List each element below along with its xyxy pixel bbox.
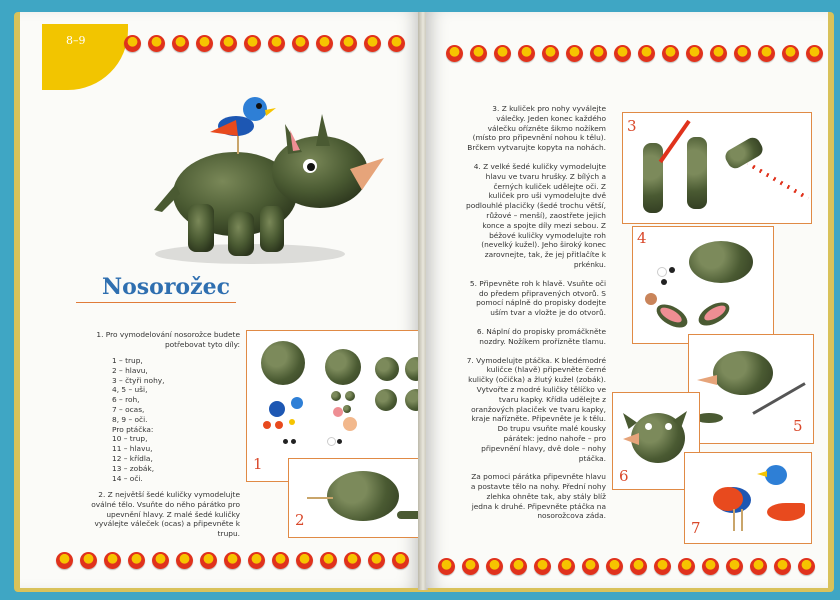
open-book <box>14 12 834 592</box>
figure-3-legs <box>622 112 812 224</box>
step7-text: 7. Vymodelujte ptáčka. K bledémodré kuličce (hlavě) připevněte černé kuličky (očička) a žlutý kužel (zobák). Vytvořte z modré kuličky tělíčko ve tvaru kapky. Křídla udělejte z oranžových placiček ve tvaru kapky, kraje nařízněte. Připevněte je k tělu. Do trupu vsuňte malé kousky párátek: jedno nahoře – pro připevnění hlavy, dvě dole – nohy ptáčka. <box>466 355 606 463</box>
figure-7-bird <box>684 452 812 544</box>
parts-list-item: 4, 5 – uši, <box>112 385 148 395</box>
left-text-column <box>90 330 240 359</box>
title-underline <box>76 302 236 303</box>
parts-list-item: Pro ptáčka: <box>112 424 154 434</box>
final-text: Za pomoci párátka připevněte hlavu a postavte tělo na nohy. Přední nohy zlehka ohněte tak, aby stály blíž jedna k druhé. Připevněte ptáčka na nosorožcova záda. <box>470 472 606 521</box>
left-page <box>20 12 420 588</box>
right-page <box>426 12 828 588</box>
parts-list-item: 3 – čtyři nohy, <box>112 375 165 385</box>
parts-list-item: 2 – hlavu, <box>112 365 148 375</box>
figure-1-number: 1 <box>253 455 263 473</box>
intro-text: 1. Pro vymodelování nosorožce budete potřebovat tyto díly: <box>96 330 240 349</box>
figure-5-number: 5 <box>793 417 803 435</box>
step4-text: 4. Z velké šedé kuličky vymodelujte hlavu ve tvaru hrušky. Z bílých a černých kuliček udělejte oči. Z kuliček pro uši vymodelujte dvě podlouhlé placičky (šedé trochu větší, růžové – menší), zaostřete jejich konce a spojte díly mezi sebou. Z béžové kuličky vymodelujte roh (nevelký kužel). Jeho široký konec zarovnejte, tak, že jej přitlačíte k prkénku. <box>466 161 607 269</box>
page-title: Nosorožec <box>102 274 230 300</box>
rhino-illustration <box>140 74 390 274</box>
parts-list-item: 12 – křídla, <box>112 453 153 463</box>
parts-list-item: 14 – oči. <box>112 473 143 483</box>
parts-list-item: 1 – trup, <box>112 356 143 365</box>
step5-text: 5. Připevněte roh k hlavě. Vsuňte oči do předem připravených otvorů. S pomocí náplně do propisky dodejte uším tvar a vložte je do otvorů. <box>469 278 606 318</box>
step2-text-block <box>90 490 240 548</box>
step2-text: 2. Z největší šedé kuličky vymodelujte oválné tělo. Vsuňte do něho párátko pro upevnění hlavy. Z malé šedé kuličky vyválejte váleček (ocas) a připevněte k trupu. <box>91 490 240 539</box>
parts-list-item: 8, 9 – oči. <box>112 414 148 424</box>
bottom-dots-left <box>56 552 409 574</box>
bottom-dots-right <box>438 558 815 580</box>
parts-list <box>112 356 202 483</box>
parts-list-item: 13 – zobák, <box>112 463 155 473</box>
figure-4-number: 4 <box>637 229 647 247</box>
figure-3-number: 3 <box>627 117 637 135</box>
parts-list-item: 11 – hlavu, <box>112 444 153 454</box>
top-dots-left <box>124 35 405 57</box>
parts-list-item: 7 – ocas, <box>112 404 145 414</box>
page-number: 8–9 <box>66 34 86 47</box>
step3-text: 3. Z kuliček pro nohy vyválejte válečky. Jeden konec každého válečku ořízněte šikmo nožíkem (místo pro připevnění nohou k tělu). Brčkem vytvarujte kopyta na nohách. <box>467 104 606 153</box>
parts-list-item: 6 – roh, <box>112 395 140 405</box>
figure-2-body <box>288 458 427 538</box>
figure-6-number: 6 <box>619 467 629 485</box>
figure-2-number: 2 <box>295 511 305 529</box>
figure-5-head-assembled <box>688 334 814 444</box>
figure-4-head-parts <box>632 226 774 344</box>
right-text-column <box>466 104 606 530</box>
figure-7-number: 7 <box>691 519 701 537</box>
parts-list-item: 10 – trup, <box>112 434 148 444</box>
step6-text: 6. Náplní do propisky promáčkněte nozdry. Nožíkem prořízněte tlamu. <box>476 326 606 346</box>
top-dots-right <box>446 45 823 67</box>
